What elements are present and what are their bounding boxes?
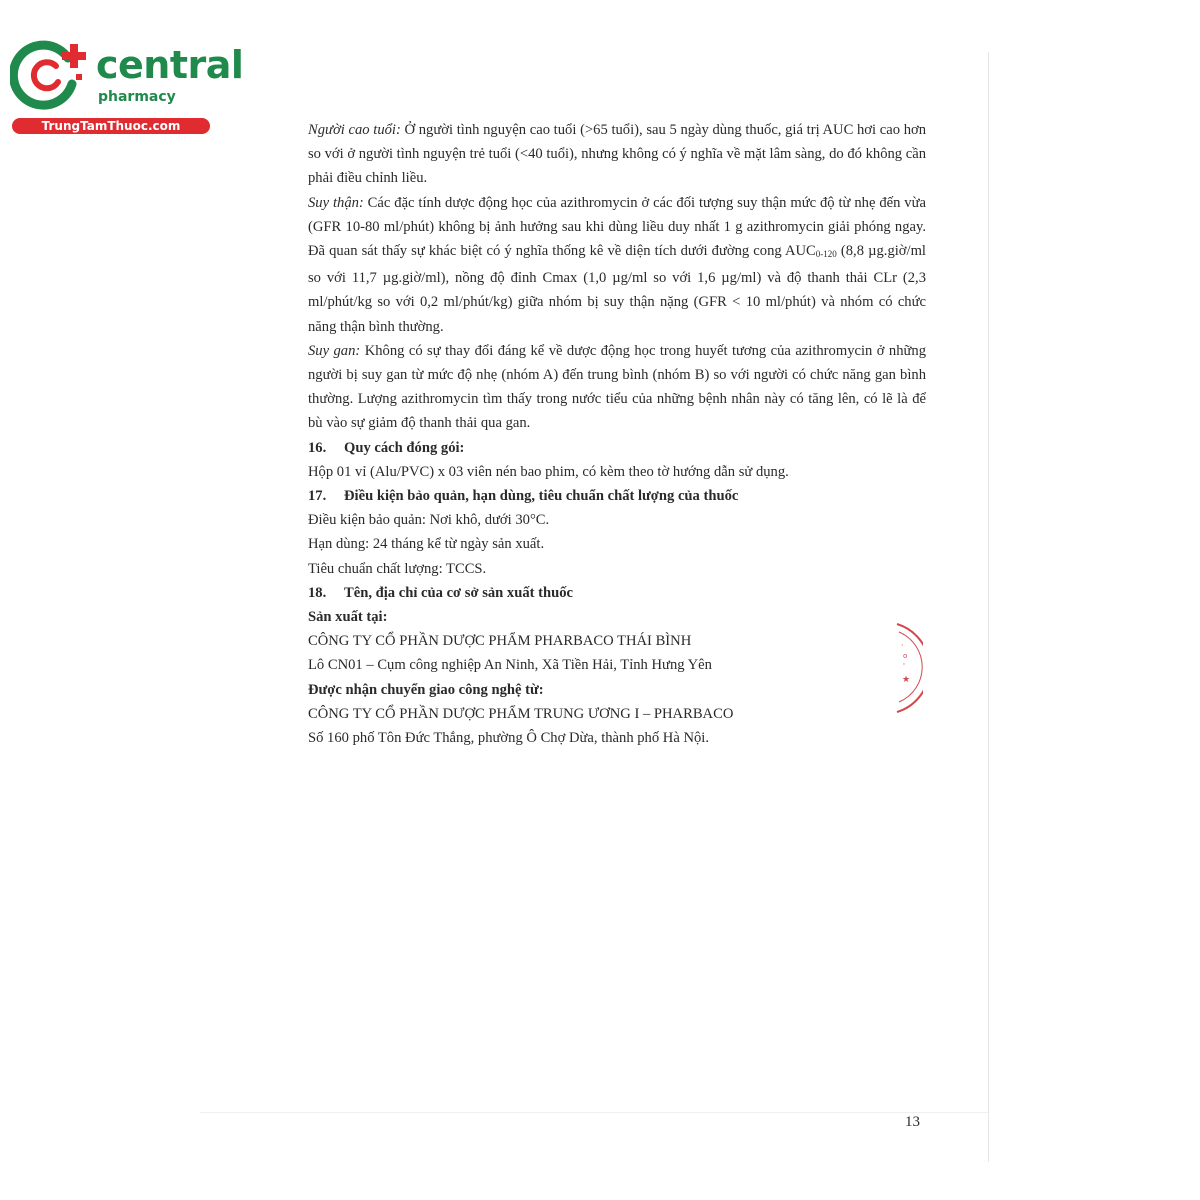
made-at-label: Sản xuất tại: (308, 609, 388, 626)
logo-website-banner[interactable]: TrungTamThuoc.com (12, 118, 210, 134)
auc-subscript: 0-120 (815, 249, 837, 260)
heading-title: Quy cách đóng gói: (344, 439, 465, 456)
svg-text:o: o (903, 652, 908, 660)
paragraph-elderly (308, 118, 926, 191)
label-elderly: Người cao tuổi: (308, 122, 401, 138)
transfer-company: CÔNG TY CỔ PHẦN DƯỢC PHẨM TRUNG ƯƠNG I – PHARBACO (308, 705, 734, 722)
paragraph-hepatic (308, 339, 926, 436)
label-hepatic: Suy gan: (308, 342, 361, 359)
label-renal: Suy thận: (308, 194, 364, 211)
pharmacy-cross-icon (10, 38, 92, 110)
logo-brand-text: central (96, 43, 244, 87)
text-renal-b: (8,8 µg.giờ/ml so với 11,7 µg.giờ/ml), nồng độ đỉnh Cmax (1,0 µg/ml so với 1,6 µg/ml) và độ thanh thải CLr (2,3 ml/phút/kg so với 0,2 ml/phút/kg) giữa nhóm bị suy thận nặng (GFR < 10 ml/phút) và nhóm có chức năng thận bình thường. (308, 243, 926, 335)
svg-text:·: · (901, 641, 904, 650)
red-seal-stamp (893, 622, 923, 714)
quality-standard: Tiêu chuẩn chất lượng: TCCS. (308, 560, 487, 577)
text-renal-a: Các đặc tính dược động học của azithromycin ở các đối tượng suy thận mức độ từ nhẹ đến vừa (GFR 10-80 ml/phút) không bị ảnh hưởng sau khi dùng liều duy nhất 1 g azithromycin giải phóng ngay. Đã quan sát thấy sự khác biệt có ý nghĩa thống kê về diện tích dưới đường cong AUC (308, 194, 926, 260)
heading-manufacturer (308, 581, 926, 605)
heading-storage (308, 484, 926, 508)
text-hepatic: Không có sự thay đổi đáng kể về dược động học trong huyết tương của azithromycin ở những người bị suy gan từ mức độ nhẹ (nhóm A) đến trung bình (nhóm B) so với người có chức năng gan bình thường. Lượng azithromycin tìm thấy trong nước tiểu của những bệnh nhân này có tăng lên, có lẽ là để bù vào sự giảm độ thanh thải qua gan. (308, 342, 926, 432)
transfer-address: Số 160 phố Tôn Đức Thắng, phường Ô Chợ Dừa, thành phố Hà Nội. (308, 730, 710, 747)
heading-number: 18. (308, 584, 327, 601)
storage-condition: Điều kiện bảo quản: Nơi khô, dưới 30°C. (308, 512, 550, 529)
central-pharmacy-logo[interactable] (10, 38, 244, 138)
page-number: 13 (905, 1114, 920, 1130)
heading-packaging (308, 436, 926, 460)
transfer-label: Được nhận chuyển giao công nghệ từ: (308, 681, 544, 698)
document-body (308, 118, 926, 750)
text-packaging: Hộp 01 vỉ (Alu/PVC) x 03 viên nén bao phim, có kèm theo tờ hướng dẫn sử dụng. (308, 463, 789, 480)
page-edge (988, 52, 989, 1162)
logo-sub-text: pharmacy (98, 89, 176, 105)
heading-number: 17. (308, 488, 327, 505)
heading-title: Điều kiện bảo quản, hạn dùng, tiêu chuẩn chất lượng của thuốc (344, 488, 739, 505)
paragraph-renal (308, 191, 926, 339)
svg-text:★: ★ (902, 675, 911, 685)
svg-text:': ' (903, 662, 905, 670)
heading-number: 16. (308, 439, 327, 456)
shelf-life: Hạn dùng: 24 tháng kể từ ngày sản xuất. (308, 536, 545, 553)
made-at-company: CÔNG TY CỔ PHẦN DƯỢC PHẨM PHARBACO THÁI BÌNH (308, 633, 692, 650)
text-elderly: Ở người tình nguyện cao tuổi (>65 tuổi), sau 5 ngày dùng thuốc, giá trị AUC hơi cao hơn so với ở người tình nguyện trẻ tuổi (<40 tuổi), nhưng không có ý nghĩa về mặt lâm sàng, do đó không cần phải điều chỉnh liều. (308, 122, 926, 187)
made-at-address: Lô CN01 – Cụm công nghiệp An Ninh, Xã Tiền Hải, Tỉnh Hưng Yên (308, 657, 712, 674)
heading-title: Tên, địa chỉ của cơ sở sản xuất thuốc (344, 584, 574, 601)
page-footer-line (200, 1112, 990, 1113)
